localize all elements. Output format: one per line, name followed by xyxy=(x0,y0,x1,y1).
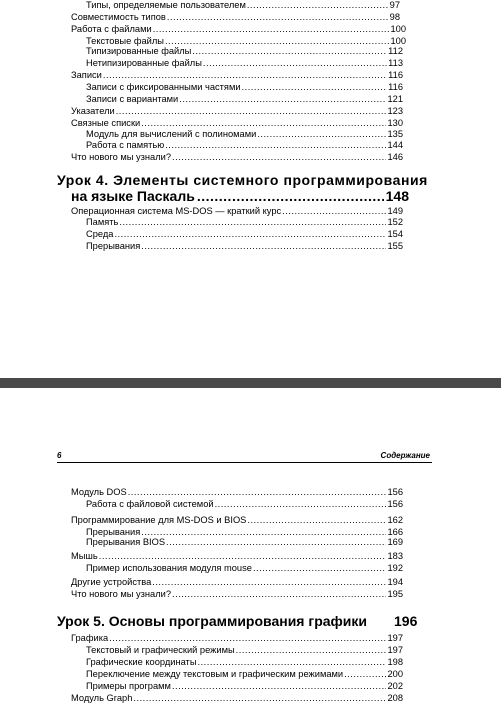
toc-entry xyxy=(86,563,403,574)
toc-entry-page: 149 xyxy=(387,206,403,216)
toc-entry-title: Работа с файлами xyxy=(71,24,152,34)
toc-entry-page: 121 xyxy=(387,94,403,104)
toc-entry-page: 200 xyxy=(387,669,403,679)
toc-entry-page: 166 xyxy=(387,527,403,537)
toc-entry xyxy=(71,589,403,600)
toc-leader xyxy=(344,669,386,680)
toc-leader xyxy=(192,46,387,57)
toc-entry xyxy=(71,487,403,498)
toc-leader xyxy=(179,94,386,105)
toc-entry xyxy=(86,217,403,228)
toc-entry-title: Работа с памятью xyxy=(86,140,165,150)
toc-leader xyxy=(257,129,386,140)
toc-entry-title: Модуль для вычислений с полиномами xyxy=(86,129,257,139)
toc-entry-title: Нетипизированные файлы xyxy=(86,58,202,68)
toc-entry xyxy=(86,241,403,252)
toc-entry xyxy=(71,106,403,117)
toc-entry xyxy=(86,129,403,140)
toc-entry-title: Мышь xyxy=(71,551,98,561)
toc-entry xyxy=(86,94,403,105)
lesson-5-heading: Урок 5. Основы программирования графики xyxy=(57,613,367,629)
toc-entry-page: 202 xyxy=(387,681,403,691)
toc-entry-title: Что нового мы узнали? xyxy=(71,152,172,162)
toc-leader xyxy=(141,241,386,252)
toc-entry xyxy=(86,645,403,656)
toc-entry xyxy=(71,206,403,217)
toc-entry xyxy=(86,669,403,680)
toc-entry-title: Модуль DOS xyxy=(71,487,127,497)
toc-entry-title: Что нового мы узнали? xyxy=(71,589,172,599)
toc-entry xyxy=(71,152,403,163)
toc-entry-title: Связные списки xyxy=(71,118,141,128)
toc-entry-page: 100 xyxy=(390,36,406,46)
toc-entry-page: 197 xyxy=(387,633,403,643)
lesson-4-heading-text: на языке Паскаль xyxy=(71,188,195,204)
toc-entry-page: 198 xyxy=(387,657,403,667)
toc-leader xyxy=(167,12,389,23)
toc-entry-title: Прерывания xyxy=(86,527,141,537)
toc-entry-page: 192 xyxy=(387,563,403,573)
page-number: 6 xyxy=(57,451,62,460)
toc-entry-title: Графические координаты xyxy=(86,657,197,667)
toc-entry-page: 162 xyxy=(387,515,403,525)
toc-leader xyxy=(119,217,386,228)
toc-leader xyxy=(203,58,387,69)
toc-entry xyxy=(71,515,403,526)
toc-entry xyxy=(71,551,403,562)
toc-entry-page: 97 xyxy=(389,0,400,10)
toc-entry-title: Текстовые файлы xyxy=(86,36,164,46)
toc-entry-title: Записи с фиксированными частями xyxy=(86,82,241,92)
toc-entry-page: 100 xyxy=(390,24,406,34)
toc-entry-page: 194 xyxy=(387,577,403,587)
toc-entry-title: Примеры программ xyxy=(86,681,171,691)
toc-entry-page: 98 xyxy=(389,12,400,22)
toc-entry-title: Другие устройства xyxy=(71,577,152,587)
toc-entry-page: 130 xyxy=(387,118,403,128)
toc-entry-title: Работа с файловой системой xyxy=(86,499,214,509)
toc-entry xyxy=(86,537,403,548)
toc-entry xyxy=(86,46,403,57)
toc-entry-title: Прерывания BIOS xyxy=(86,537,166,547)
toc-entry-title: Записи с вариантами xyxy=(86,94,179,104)
toc-entry-page: 155 xyxy=(387,241,403,251)
toc-entry xyxy=(86,657,403,668)
toc-entry-page: 195 xyxy=(387,589,403,599)
toc-entry xyxy=(71,118,403,129)
toc-leader xyxy=(153,24,390,35)
toc-entry-page: 208 xyxy=(387,693,403,703)
toc-leader xyxy=(197,188,384,204)
page-separator xyxy=(0,378,501,388)
toc-entry xyxy=(71,577,403,588)
lesson-5-page: 196 xyxy=(394,613,418,629)
toc-entry-page: 152 xyxy=(387,217,403,227)
toc-leader xyxy=(172,589,386,600)
lesson-4-heading: Урок 4. Элементы системного программирования xyxy=(57,172,428,188)
lesson-4-page: 148 xyxy=(385,188,409,204)
toc-entry-title: Пример использования модуля mouse xyxy=(86,563,252,573)
toc-entry-title: Переключение между текстовым и графическим режимами xyxy=(86,669,344,679)
toc-entry-page: 156 xyxy=(387,499,403,509)
toc-leader xyxy=(109,633,386,644)
toc-entry xyxy=(86,58,403,69)
running-head-title: Содержание xyxy=(380,451,430,460)
toc-leader xyxy=(242,82,388,93)
toc-entry xyxy=(71,693,403,704)
toc-entry-page: 169 xyxy=(387,537,403,547)
toc-entry xyxy=(86,681,403,692)
toc-leader xyxy=(133,693,386,704)
toc-leader xyxy=(198,657,387,668)
toc-entry-title: Записи xyxy=(71,70,102,80)
toc-entry-page: 183 xyxy=(387,551,403,561)
toc-entry-title: Память xyxy=(86,217,119,227)
toc-entry-page: 123 xyxy=(387,106,403,116)
toc-entry-title: Текстовый и графический режимы xyxy=(86,645,235,655)
toc-leader xyxy=(165,140,386,151)
toc-entry-title: Модуль Graph xyxy=(71,693,133,703)
toc-leader xyxy=(247,0,389,11)
toc-entry-page: 112 xyxy=(388,46,403,56)
toc-entry xyxy=(71,24,406,35)
toc-entry-page: 197 xyxy=(387,645,403,655)
toc-leader xyxy=(152,577,386,588)
toc-entry-title: Среда xyxy=(86,229,114,239)
toc-entry-title: Программирование для MS-DOS и BIOS xyxy=(71,515,247,525)
toc-entry-page: 113 xyxy=(388,58,403,68)
toc-entry-page: 135 xyxy=(387,129,403,139)
toc-entry-page: 156 xyxy=(387,487,403,497)
toc-entry xyxy=(71,633,403,644)
toc-entry-title: Указатели xyxy=(71,106,115,116)
toc-leader xyxy=(215,499,387,510)
toc-entry-title: Типы, определяемые пользователем xyxy=(86,0,246,10)
toc-entry-title: Типизированные файлы xyxy=(86,46,192,56)
toc-entry-page: 154 xyxy=(387,229,403,239)
toc-leader xyxy=(172,681,387,692)
toc-leader xyxy=(116,106,387,117)
toc-entry xyxy=(86,229,403,240)
toc-entry xyxy=(86,140,403,151)
toc-leader xyxy=(172,152,386,163)
toc-entry-title: Совместимость типов xyxy=(71,12,166,22)
toc-entry xyxy=(86,82,403,93)
toc-leader xyxy=(103,70,387,81)
toc-entry xyxy=(86,499,403,510)
toc-leader xyxy=(247,515,386,526)
toc-leader xyxy=(282,206,386,217)
running-head xyxy=(57,448,432,463)
toc-entry-page: 146 xyxy=(387,152,403,162)
toc-entry xyxy=(71,70,403,81)
toc-leader xyxy=(236,645,387,656)
toc-entry-page: 144 xyxy=(387,140,403,150)
toc-leader xyxy=(166,537,386,548)
toc-entry-title: Прерывания xyxy=(86,241,141,251)
toc-entry-page: 116 xyxy=(388,82,403,92)
toc-leader xyxy=(141,118,386,129)
toc-entry-title: Графика xyxy=(71,633,109,643)
toc-leader xyxy=(128,487,387,498)
toc-entry xyxy=(71,12,400,23)
toc-entry-title: Операционная система MS-DOS — краткий курс xyxy=(71,206,282,216)
toc-leader xyxy=(114,229,386,240)
toc-leader xyxy=(99,551,387,562)
lesson-4-heading-line2 xyxy=(71,188,409,204)
toc-entry xyxy=(86,0,400,11)
toc-leader xyxy=(253,563,387,574)
toc-entry-page: 116 xyxy=(388,70,403,80)
